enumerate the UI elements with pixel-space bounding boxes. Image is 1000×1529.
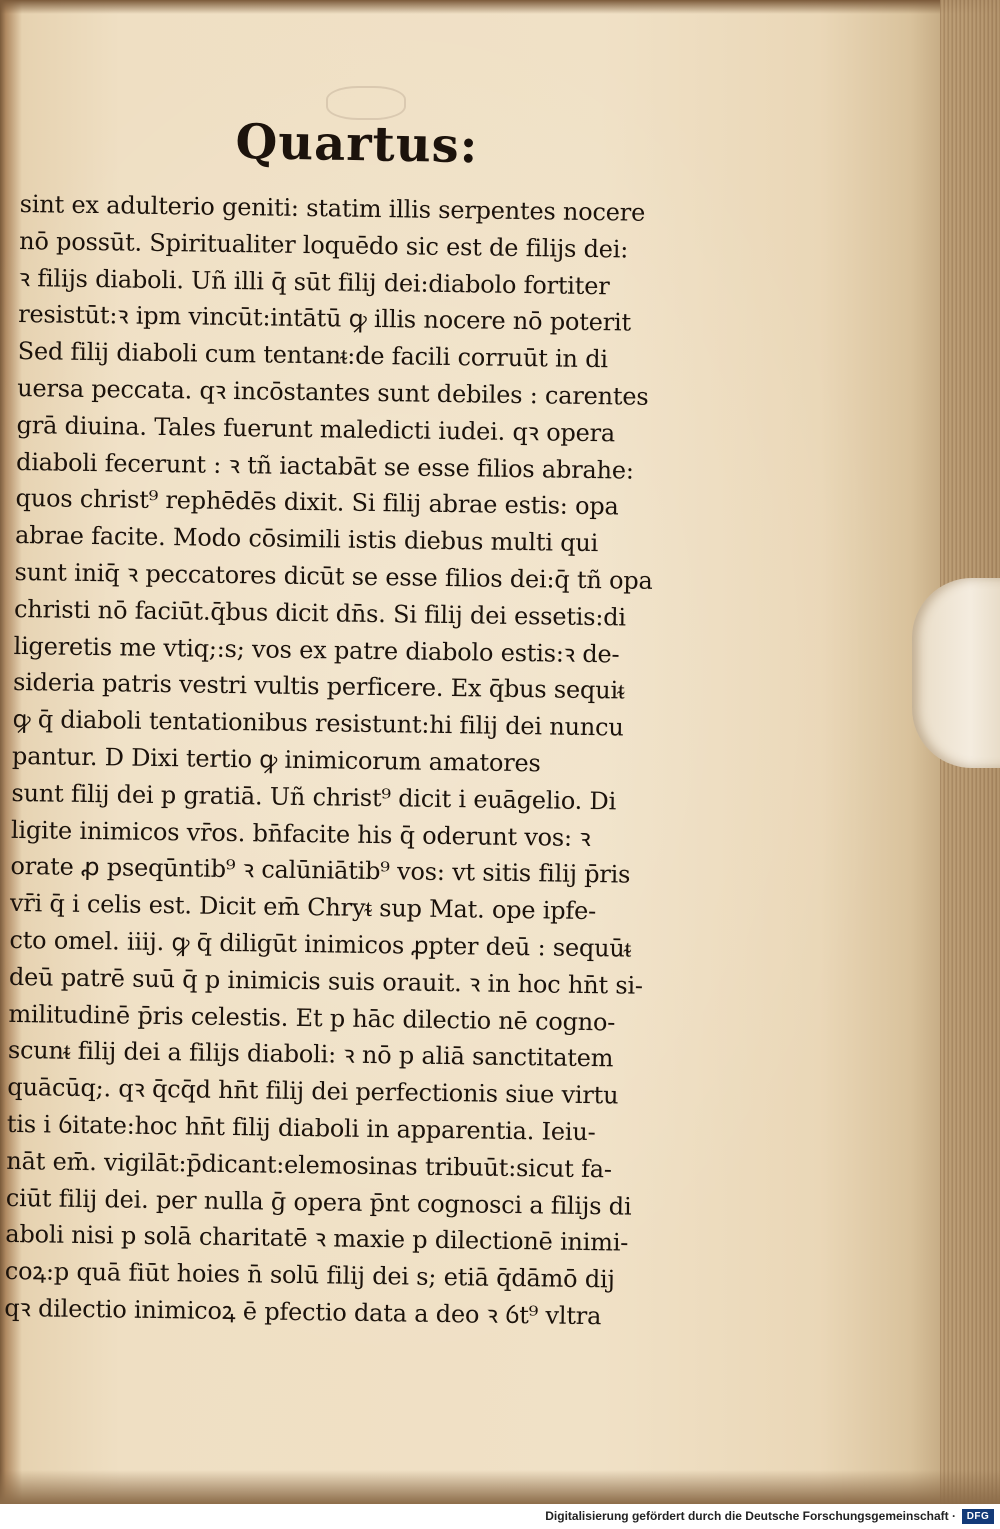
text-line: nō possūt. Spiritualiter loquēdo sic est de filijs dei: [19,226,629,264]
text-line: resistūt:ꝛ ipm vincūt:intātū ꝙ illis nocere nō poterit [18,300,632,337]
text-line: grā diuina. Tales fuerunt maledicti iudei. qꝛ opera [16,410,616,448]
text-line: ꝙ q̄ diaboli tentationibus resistunt:hi filij dei nuncu [12,705,624,742]
text-line: abrae facite. Modo cōsimili istis diebus multi qui [14,521,599,558]
dfg-logo: DFG [962,1509,994,1524]
text-line: Sed filij diaboli cum tentanᵵ:de facili corruūt in di [17,337,609,374]
text-line: quos christ⁹ rephēdēs dixit. Si filij abrae estis: opa [15,484,619,521]
running-head: Quartus: [234,113,479,175]
text-line: sunt filij dei p gratiā. Uñ christ⁹ dicit i euāgelio. Di [11,778,617,816]
text-line: scunᵵ filij dei a filijs diaboli: ꝛ nō p aliā sanctitatem [7,1036,614,1073]
text-line: pantur. D Dixi tertio ꝙ inimicorum amatores [11,741,541,778]
text-line: christi nō faciūt.q̄bus dicit dn̄s. Si filij dei essetis:di [13,594,627,632]
text-line: nāt em̄. vigilāt:p̄dicant:elemosinas tribuūt:sicut fa- [6,1146,612,1184]
text-line: cto omel. iiij. ꝙ q̄ diligūt inimicos ꝓpter deū : sequūᵵ [9,925,632,963]
text-line: aboli nisi p solā charitatē ꝛ maxie p dilectionē inimi- [5,1220,629,1257]
text-line: ligeretis me vtiq;:s; vos ex patre diabolo estis:ꝛ de- [13,631,620,668]
page-edge-top [0,0,1000,14]
page-edge-bottom [0,1470,1000,1504]
text-line: coꝝ:p quā fiūt hoies n̄ solū filij dei s; etiā q̄dāmō dij [4,1257,615,1294]
text-line: uersa peccata. qꝛ incōstantes sunt debiles : carentes [16,373,649,411]
text-line: sint ex adulterio geniti: statim illis serpentes nocere [19,189,646,227]
text-line: orate ꝓ pseqūntib⁹ ꝛ calūniātib⁹ vos: vt sitis filij p̄ris [10,852,631,889]
text-line: vr̄i q̄ i celis est. Dicit em̄ Chryᵵ sup Mat. ope ipfe- [9,889,597,926]
text-line: ligite inimicos vr̄os. bn̄facite his q̄ oderunt vos: ꝛ [10,815,591,852]
text-line: quācūq;. qꝛ q̄cq̄d hn̄t filij dei perfectionis siue virtu [7,1073,619,1110]
text-line: militudinē p̄ris celestis. Et p hāc dilectio nē cogno- [8,999,616,1036]
text-line: ꝛ filijs diaboli. Uñ illi q̄ sūt filij dei:diabolo fortiter [18,263,610,300]
book-clasp-image [912,578,1000,768]
text-line: deū patrē suū q̄ p inimicis suis orauit. ꝛ in hoc hn̄t si- [8,962,644,1000]
text-line: ciūt filij dei. per nulla ḡ opera p̄nt cognosci a filijs di [5,1183,632,1221]
footer-credit: Digitalisierung gefördert durch die Deutsche Forschungsgemeinschaft · [545,1509,956,1523]
text-line: diaboli fecerunt : ꝛ tñ iactabāt se esse filios abrahe: [15,447,634,485]
text-line: tis i ỽitate:hoc hn̄t filij diaboli in apparentia. Ieiu- [6,1109,596,1147]
text-line: sideria patris vestri vultis perficere. Ex q̄bus sequiᵵ [12,668,625,705]
text-line: qꝛ dilectio inimicoꝝ ē pfectio data a deo ꝛ ỽt⁹ vltra [4,1293,602,1331]
text-block [4,186,740,1337]
text-line: sunt iniq̄ ꝛ peccatores dicūt se esse filios dei:q̄ tñ opa [14,557,653,595]
footer-bar [0,1504,1000,1529]
